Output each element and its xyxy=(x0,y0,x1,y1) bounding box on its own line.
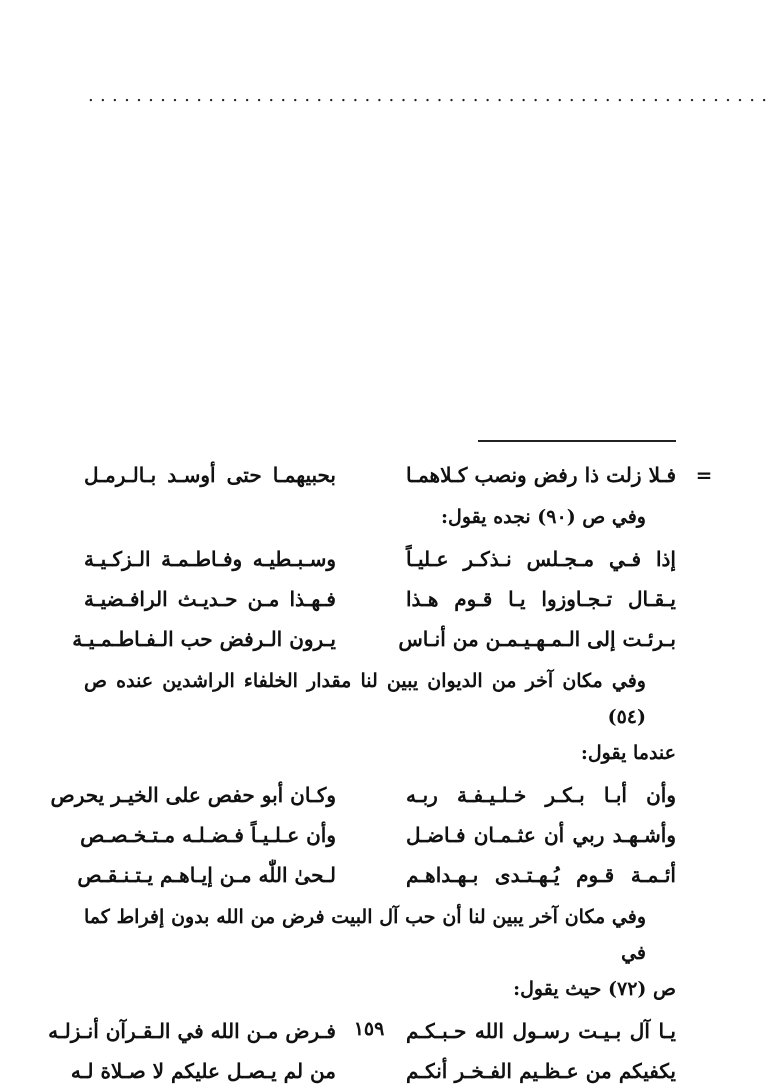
verse-first-hemistich: يـا آل بـيـت رسـول الله حـبـكـم xyxy=(406,1019,676,1043)
paragraph: وفي مكان آخر يبين لنا أن حب آل البيت فرض من الله بدون إفراط كما في xyxy=(84,906,646,964)
continuation-marker: = xyxy=(695,463,713,487)
verse-second-hemistich: بحبيهمـا حتى أوسـد بـالـرمـل xyxy=(84,463,336,487)
verse-line xyxy=(84,539,676,579)
verse-second-hemistich: من لم يـصـل عليكم لا صـلاة لـه xyxy=(70,1059,336,1083)
footnote-content xyxy=(48,455,713,1091)
page-number: ١٥٩ xyxy=(353,1018,385,1040)
verse-line xyxy=(50,775,676,815)
verse-first-hemistich: يـقـال تـجـاوزوا يـا قـوم هـذا xyxy=(406,587,676,611)
verse-line xyxy=(70,1051,676,1091)
verse-first-hemistich: أئـمـة قـوم يُـهـتـدى بـهـداهـم xyxy=(406,863,676,887)
paragraph-continuation: عندما يقول: xyxy=(580,742,676,764)
paragraph: وفي ص (٩٠) نجده يقول: xyxy=(441,506,646,528)
verse-line xyxy=(77,855,676,895)
paragraph-continuation: ص (٧٢) حيث يقول: xyxy=(513,978,676,1000)
verse-second-hemistich: لـحىٰ اللّٰه مـن إيـاهـم يـتـنـقـص xyxy=(77,863,336,887)
verse-second-hemistich: يـرون الـرفض حب الـفـاطـمـيـة xyxy=(72,627,336,651)
verse-first-hemistich: بـرئـت إلى الـمـهـيـمـن من أنـاس xyxy=(398,627,676,651)
verse-second-hemistich: فـرض مـن الله في الـقـرآن أنـزلـه xyxy=(48,1019,336,1043)
verse-first-hemistich: وأن أبـا بـكـر خـلـيـفـة ربـه xyxy=(406,783,676,807)
footnote-rule xyxy=(478,440,676,442)
verse-first-hemistich: إذا فـي مـجـلس نـذكـر عـليـاً xyxy=(406,547,676,571)
verse-first-hemistich: يكفيكم من عـظـيم الفـخـر أنكـم xyxy=(406,1059,676,1083)
verse-second-hemistich: وسـبـطيـه وفـاطـمـة الـزكـيـة xyxy=(84,547,336,571)
verse-second-hemistich: فـهـذا مـن حـديـث الرافـضيـة xyxy=(84,587,336,611)
verse-second-hemistich: وأن عـلـيـاً فـضـلـه مـتـخـصـص xyxy=(80,823,336,847)
verse-line xyxy=(84,579,676,619)
paragraph: وفي مكان آخر من الديوان يبين لنا مقدار الخلفاء الراشدين عنده ص (٥٤) xyxy=(84,670,646,728)
separator-dots: ......................................................... xyxy=(88,85,773,106)
verse-line xyxy=(84,455,713,495)
verse-line xyxy=(72,619,676,659)
verse-second-hemistich: وكـان أبو حفص على الخيـر يحرص xyxy=(50,783,336,807)
verse-first-hemistich: فـلا زلت ذا رفض ونصب كـلاهمـا xyxy=(406,463,676,487)
verse-line xyxy=(80,815,676,855)
verse-first-hemistich: وأشـهـد ربي أن عثـمـان فـاضـل xyxy=(406,823,676,847)
